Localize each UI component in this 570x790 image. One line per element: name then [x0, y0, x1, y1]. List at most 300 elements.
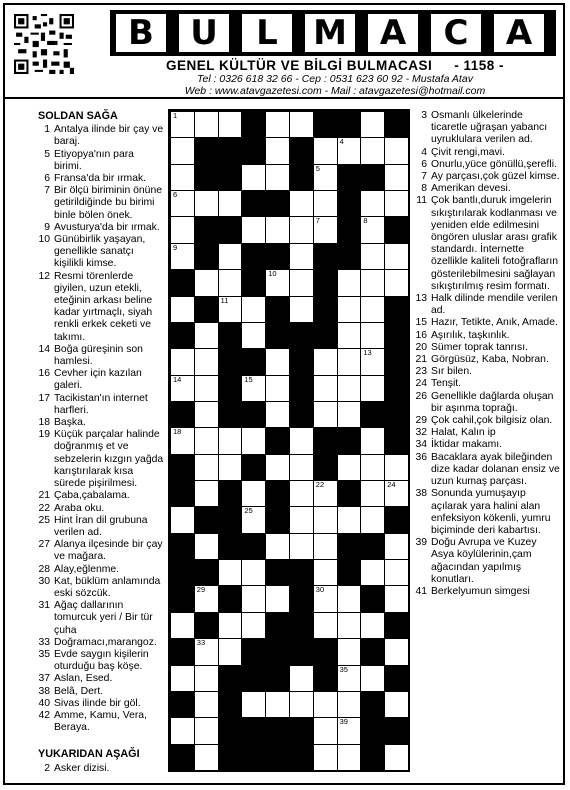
grid-letter-cell[interactable]: [194, 665, 219, 692]
grid-letter-cell[interactable]: [313, 744, 338, 771]
clue-item: [38, 149, 164, 173]
grid-letter-cell[interactable]: [194, 375, 219, 402]
grid-block-cell: [313, 322, 338, 349]
cell-number: 15: [244, 374, 253, 384]
grid-letter-cell[interactable]: [360, 427, 385, 454]
clue-item: [38, 649, 164, 673]
grid-letter-cell[interactable]: [194, 744, 219, 771]
grid-letter-cell[interactable]: [170, 111, 195, 138]
clues-right-column: [415, 110, 561, 598]
grid-block-cell: [218, 322, 243, 349]
grid-letter-cell[interactable]: [384, 137, 409, 164]
grid-block-cell: [384, 401, 409, 428]
grid-letter-cell[interactable]: [337, 691, 362, 718]
clue-number: 6: [44, 173, 50, 185]
grid-block-cell: [360, 717, 385, 744]
grid-block-cell: [360, 533, 385, 560]
grid-block-cell: [265, 506, 290, 533]
clue-item: [38, 503, 164, 515]
down-clue-list-left: [38, 763, 164, 775]
title-banner: [110, 10, 556, 56]
grid-letter-cell[interactable]: [384, 269, 409, 296]
grid-letter-cell[interactable]: [289, 691, 314, 718]
grid-letter-cell[interactable]: [313, 216, 338, 243]
grid-letter-cell[interactable]: [194, 190, 219, 217]
grid-block-cell: [265, 559, 290, 586]
grid-block-cell: [218, 506, 243, 533]
grid-letter-cell[interactable]: [241, 322, 266, 349]
grid-block-cell: [265, 480, 290, 507]
grid-block-cell: [289, 348, 314, 375]
cell-number: 13: [363, 348, 372, 358]
grid-block-cell: [218, 375, 243, 402]
grid-block-cell: [194, 612, 219, 639]
clue-number: 26: [415, 390, 427, 402]
clue-number: 15: [415, 317, 427, 329]
clue-number: 41: [415, 585, 427, 597]
grid-block-cell: [218, 401, 243, 428]
grid-letter-cell[interactable]: [194, 717, 219, 744]
clue-item: [415, 586, 561, 598]
grid-letter-cell[interactable]: [265, 375, 290, 402]
clue-number: 37: [38, 673, 50, 685]
subtitle-text: GENEL KÜLTÜR VE BİLGİ BULMACASI: [165, 58, 433, 73]
clue-item: [38, 344, 164, 368]
grid-letter-cell[interactable]: [360, 665, 385, 692]
clue-text: Avusturya'da bir ırmak.: [54, 221, 160, 233]
grid-letter-cell[interactable]: [170, 665, 195, 692]
clue-text: Halk dilinde mendile verilen ad.: [431, 293, 558, 317]
grid-letter-cell[interactable]: [384, 243, 409, 270]
grid-letter-cell[interactable]: [360, 559, 385, 586]
grid-letter-cell[interactable]: [241, 612, 266, 639]
grid-block-cell: [218, 164, 243, 191]
grid-block-cell: [170, 638, 195, 665]
clue-text: Aşırılık, taşkınlık.: [431, 329, 510, 341]
grid-letter-cell[interactable]: [170, 506, 195, 533]
grid-letter-cell[interactable]: [289, 480, 314, 507]
grid-letter-cell[interactable]: [337, 137, 362, 164]
clue-text: Başka.: [54, 417, 86, 429]
grid-letter-cell[interactable]: [384, 480, 409, 507]
grid-block-cell: [170, 322, 195, 349]
grid-block-cell: [289, 744, 314, 771]
grid-block-cell: [313, 111, 338, 138]
grid-letter-cell[interactable]: [194, 454, 219, 481]
clue-text: Bacaklara ayak bileğinden dize kadar dolanan ensiz ve uzun kumaş parçası.: [431, 451, 560, 488]
clue-item: [38, 368, 164, 392]
title-letter: L: [242, 14, 292, 52]
cell-number: 1: [173, 111, 178, 120]
grid-block-cell: [218, 691, 243, 718]
grid-letter-cell[interactable]: [360, 348, 385, 375]
grid-letter-cell[interactable]: [313, 190, 338, 217]
grid-block-cell: [337, 533, 362, 560]
clue-text: Araba oku.: [54, 502, 105, 514]
grid-letter-cell[interactable]: [313, 401, 338, 428]
clue-number: 8: [421, 183, 427, 195]
grid-block-cell: [289, 137, 314, 164]
grid-letter-cell[interactable]: [265, 533, 290, 560]
grid-block-cell: [241, 717, 266, 744]
grid-letter-cell[interactable]: [218, 269, 243, 296]
grid-block-cell: [265, 243, 290, 270]
grid-letter-cell[interactable]: [170, 296, 195, 323]
clue-text: Çivit rengi,mavi.: [431, 146, 505, 158]
clue-item: [415, 147, 561, 159]
grid-block-cell: [360, 164, 385, 191]
grid-letter-cell[interactable]: [313, 612, 338, 639]
clue-item: [415, 537, 561, 586]
grid-letter-cell[interactable]: [170, 375, 195, 402]
clue-item: [38, 673, 164, 685]
cell-number: 9: [173, 242, 178, 252]
grid-letter-cell[interactable]: [337, 454, 362, 481]
grid-block-cell: [265, 612, 290, 639]
clue-number: 14: [38, 343, 50, 355]
clue-text: Amme, Kamu, Vera, Beraya.: [54, 709, 147, 734]
grid-letter-cell[interactable]: [241, 164, 266, 191]
grid-block-cell: [170, 533, 195, 560]
grid-letter-cell[interactable]: [313, 137, 338, 164]
grid-letter-cell[interactable]: [289, 427, 314, 454]
grid-letter-cell[interactable]: [194, 322, 219, 349]
grid-letter-cell[interactable]: [289, 243, 314, 270]
grid-letter-cell[interactable]: [170, 348, 195, 375]
grid-letter-cell[interactable]: [241, 216, 266, 243]
clue-item: [38, 576, 164, 600]
grid-letter-cell[interactable]: [265, 269, 290, 296]
grid-letter-cell[interactable]: [194, 585, 219, 612]
grid-letter-cell[interactable]: [170, 612, 195, 639]
grid-letter-cell[interactable]: [313, 691, 338, 718]
grid-letter-cell[interactable]: [170, 190, 195, 217]
clue-text: Genellikle dağlarda oluşan bir aşınma toprağı.: [431, 390, 554, 414]
cell-number: 7: [315, 216, 320, 226]
grid-letter-cell[interactable]: [313, 533, 338, 560]
grid-block-cell: [289, 401, 314, 428]
clue-text: İktidar makamı.: [431, 439, 503, 451]
grid-letter-cell[interactable]: [265, 216, 290, 243]
grid-block-cell: [289, 559, 314, 586]
grid-letter-cell[interactable]: [289, 269, 314, 296]
grid-letter-cell[interactable]: [337, 296, 362, 323]
grid-letter-cell[interactable]: [289, 111, 314, 138]
grid-letter-cell[interactable]: [194, 427, 219, 454]
clue-item: [38, 429, 164, 490]
grid-letter-cell[interactable]: [360, 190, 385, 217]
clue-item: [38, 763, 164, 775]
grid-block-cell: [241, 348, 266, 375]
clue-item: [415, 415, 561, 427]
grid-block-cell: [170, 480, 195, 507]
grid-letter-cell[interactable]: [337, 638, 362, 665]
grid-letter-cell[interactable]: [384, 533, 409, 560]
grid-block-cell: [313, 638, 338, 665]
grid-letter-cell[interactable]: [384, 585, 409, 612]
grid-letter-cell[interactable]: [337, 744, 362, 771]
grid-letter-cell[interactable]: [384, 190, 409, 217]
grid-block-cell: [289, 375, 314, 402]
grid-letter-cell[interactable]: [384, 691, 409, 718]
grid-block-cell: [384, 111, 409, 138]
grid-letter-cell[interactable]: [170, 427, 195, 454]
grid-letter-cell[interactable]: [218, 612, 243, 639]
grid-letter-cell[interactable]: [313, 506, 338, 533]
clue-text: Evde saygın kişilerin oturduğu baş köşe.: [54, 648, 149, 673]
contact-phone-line: Tel : 0326 618 32 66 - Cep : 0531 623 60 92 - Mustafa Atav: [197, 73, 473, 85]
grid-letter-cell[interactable]: [360, 322, 385, 349]
grid-letter-cell[interactable]: [337, 665, 362, 692]
grid-letter-cell[interactable]: [265, 585, 290, 612]
grid-letter-cell[interactable]: [265, 164, 290, 191]
grid-letter-cell[interactable]: [218, 190, 243, 217]
qr-code-icon: [14, 14, 74, 74]
clue-number: 16: [415, 329, 427, 341]
cell-number: 33: [196, 638, 206, 648]
grid-block-cell: [384, 348, 409, 375]
grid-letter-cell[interactable]: [218, 454, 243, 481]
title-letter: C: [431, 14, 481, 52]
grid-letter-cell[interactable]: [360, 506, 385, 533]
clue-number: 38: [38, 685, 50, 697]
grid-letter-cell[interactable]: [337, 585, 362, 612]
clue-item: [38, 539, 164, 563]
grid-letter-cell[interactable]: [289, 533, 314, 560]
grid-letter-cell[interactable]: [218, 638, 243, 665]
grid-letter-cell[interactable]: [337, 269, 362, 296]
grid-letter-cell[interactable]: [194, 533, 219, 560]
grid-block-cell: [337, 243, 362, 270]
grid-letter-cell[interactable]: [241, 296, 266, 323]
grid-block-cell: [218, 585, 243, 612]
grid-letter-cell[interactable]: [337, 322, 362, 349]
cell-number: 11: [220, 295, 229, 305]
cell-number: 4: [339, 137, 344, 147]
grid-block-cell: [337, 164, 362, 191]
grid-letter-cell[interactable]: [360, 612, 385, 639]
grid-letter-cell[interactable]: [313, 480, 338, 507]
grid-letter-cell[interactable]: [218, 559, 243, 586]
clue-number: 3: [421, 110, 427, 121]
grid-letter-cell[interactable]: [265, 401, 290, 428]
clue-number: 31: [38, 600, 50, 612]
clue-number: 21: [38, 490, 50, 502]
grid-block-cell: [384, 375, 409, 402]
clue-text: Sır bilen.: [431, 366, 473, 378]
grid-letter-cell[interactable]: [218, 243, 243, 270]
grid-letter-cell[interactable]: [241, 559, 266, 586]
grid-block-cell: [194, 216, 219, 243]
grid-block-cell: [170, 269, 195, 296]
clue-text: Belâ, Dert.: [54, 685, 104, 697]
grid-letter-cell[interactable]: [289, 216, 314, 243]
grid-letter-cell[interactable]: [194, 480, 219, 507]
grid-block-cell: [289, 585, 314, 612]
clue-text: Küçük parçalar halinde doğranmış et ve sebzelerin kızgın yağda karıştırılarak kısa sürede pişirilmesi.: [54, 429, 164, 490]
clue-number: 35: [38, 648, 50, 660]
clue-item: [415, 488, 561, 537]
grid-letter-cell[interactable]: [289, 665, 314, 692]
clue-text: Berkelyumun simgesi: [431, 585, 530, 597]
grid-letter-cell[interactable]: [384, 164, 409, 191]
grid-letter-cell[interactable]: [170, 216, 195, 243]
clue-item: [415, 183, 561, 195]
grid-block-cell: [289, 612, 314, 639]
grid-letter-cell[interactable]: [360, 216, 385, 243]
cell-number: 25: [244, 506, 253, 516]
clue-number: 13: [415, 293, 427, 305]
grid-letter-cell[interactable]: [313, 717, 338, 744]
clue-item: [38, 222, 164, 234]
grid-letter-cell[interactable]: [218, 427, 243, 454]
grid-block-cell: [384, 665, 409, 692]
grid-block-cell: [218, 744, 243, 771]
clue-text: Sivas ilinde bir göl.: [54, 697, 141, 709]
clue-item: [415, 293, 561, 317]
grid-block-cell: [360, 638, 385, 665]
clue-item: [415, 317, 561, 329]
grid-block-cell: [241, 744, 266, 771]
grid-letter-cell[interactable]: [194, 638, 219, 665]
clue-item: [38, 600, 164, 637]
clue-number: 30: [38, 575, 50, 587]
grid-letter-cell[interactable]: [170, 164, 195, 191]
clue-number: 20: [415, 341, 427, 353]
cell-number: 29: [196, 585, 206, 595]
clue-item: [38, 698, 164, 710]
grid-letter-cell[interactable]: [265, 454, 290, 481]
grid-letter-cell[interactable]: [289, 506, 314, 533]
clue-text: Sümer toprak tanrısı.: [431, 341, 529, 353]
grid-letter-cell[interactable]: [265, 691, 290, 718]
grid-block-cell: [313, 243, 338, 270]
grid-letter-cell[interactable]: [241, 506, 266, 533]
clue-number: 22: [38, 502, 50, 514]
clue-number: 27: [38, 539, 50, 551]
grid-block-cell: [265, 717, 290, 744]
grid-letter-cell[interactable]: [337, 717, 362, 744]
title-letter: A: [368, 14, 418, 52]
clue-item: [415, 427, 561, 439]
grid-block-cell: [337, 190, 362, 217]
title-letter: U: [179, 14, 229, 52]
grid-letter-cell[interactable]: [313, 585, 338, 612]
grid-letter-cell[interactable]: [289, 454, 314, 481]
grid-block-cell: [241, 269, 266, 296]
grid-letter-cell[interactable]: [360, 454, 385, 481]
grid-letter-cell[interactable]: [170, 137, 195, 164]
grid-letter-cell[interactable]: [194, 111, 219, 138]
grid-letter-cell[interactable]: [360, 111, 385, 138]
grid-letter-cell[interactable]: [241, 375, 266, 402]
clue-item: [38, 710, 164, 734]
grid-block-cell: [384, 322, 409, 349]
grid-letter-cell[interactable]: [194, 401, 219, 428]
clue-item: [38, 271, 164, 344]
clue-number: 25: [38, 514, 50, 526]
grid-letter-cell[interactable]: [360, 269, 385, 296]
grid-letter-cell[interactable]: [337, 612, 362, 639]
grid-letter-cell[interactable]: [360, 243, 385, 270]
grid-block-cell: [360, 691, 385, 718]
clue-text: Bir ölçü biriminin önüne getirildiğinde bu birimi binle bölen önek.: [54, 185, 163, 221]
grid-letter-cell[interactable]: [241, 480, 266, 507]
grid-letter-cell[interactable]: [265, 137, 290, 164]
grid-letter-cell[interactable]: [360, 375, 385, 402]
grid-letter-cell[interactable]: [384, 559, 409, 586]
grid-block-cell: [313, 296, 338, 323]
grid-letter-cell[interactable]: [194, 269, 219, 296]
clue-text: Onurlu,yüce gönüllü,şerefli.: [431, 158, 557, 170]
grid-letter-cell[interactable]: [313, 375, 338, 402]
grid-block-cell: [313, 269, 338, 296]
grid-letter-cell[interactable]: [337, 506, 362, 533]
clue-item: [38, 393, 164, 417]
clue-text: Ay parçası,çok güzel kimse.: [431, 171, 560, 183]
clue-item: [415, 391, 561, 415]
grid-block-cell: [313, 665, 338, 692]
clue-text: Halat, Kalın ip: [431, 427, 496, 439]
clue-text: Etiyopya'nın para birimi.: [54, 148, 134, 172]
grid-block-cell: [265, 296, 290, 323]
grid-letter-cell[interactable]: [313, 164, 338, 191]
grid-block-cell: [313, 427, 338, 454]
grid-letter-cell[interactable]: [289, 190, 314, 217]
across-heading: SOLDAN SAĞA: [38, 110, 118, 122]
grid-block-cell: [265, 427, 290, 454]
grid-block-cell: [170, 559, 195, 586]
grid-letter-cell[interactable]: [313, 559, 338, 586]
grid-letter-cell[interactable]: [170, 243, 195, 270]
grid-block-cell: [194, 296, 219, 323]
grid-letter-cell[interactable]: [218, 111, 243, 138]
title-letter: B: [116, 14, 166, 52]
clue-number: 7: [44, 185, 50, 197]
grid-letter-cell[interactable]: [241, 585, 266, 612]
grid-letter-cell[interactable]: [218, 296, 243, 323]
grid-letter-cell[interactable]: [241, 427, 266, 454]
grid-letter-cell[interactable]: [289, 296, 314, 323]
grid-letter-cell[interactable]: [360, 296, 385, 323]
grid-letter-cell[interactable]: [194, 348, 219, 375]
cell-number: 18: [173, 427, 182, 437]
clue-number: 5: [44, 148, 50, 160]
grid-letter-cell[interactable]: [337, 401, 362, 428]
grid-letter-cell[interactable]: [384, 454, 409, 481]
grid-letter-cell[interactable]: [241, 691, 266, 718]
grid-block-cell: [289, 322, 314, 349]
grid-letter-cell[interactable]: [265, 348, 290, 375]
grid-letter-cell[interactable]: [384, 638, 409, 665]
clue-number: 36: [415, 451, 427, 463]
grid-letter-cell[interactable]: [313, 348, 338, 375]
cell-number: 6: [173, 190, 178, 200]
grid-letter-cell[interactable]: [337, 375, 362, 402]
grid-letter-cell[interactable]: [337, 348, 362, 375]
clue-text: Doğu Avrupa ve Kuzey Asya köylülerinin,çam ağacından yapılmış konutları.: [431, 537, 537, 585]
grid-letter-cell[interactable]: [360, 480, 385, 507]
grid-letter-cell[interactable]: [265, 111, 290, 138]
grid-letter-cell[interactable]: [170, 717, 195, 744]
grid-block-cell: [218, 216, 243, 243]
grid-letter-cell[interactable]: [360, 137, 385, 164]
clue-number: 33: [38, 636, 50, 648]
title-letter: M: [305, 14, 355, 52]
clue-item: [415, 342, 561, 354]
grid-letter-cell[interactable]: [194, 691, 219, 718]
grid-letter-cell[interactable]: [384, 744, 409, 771]
